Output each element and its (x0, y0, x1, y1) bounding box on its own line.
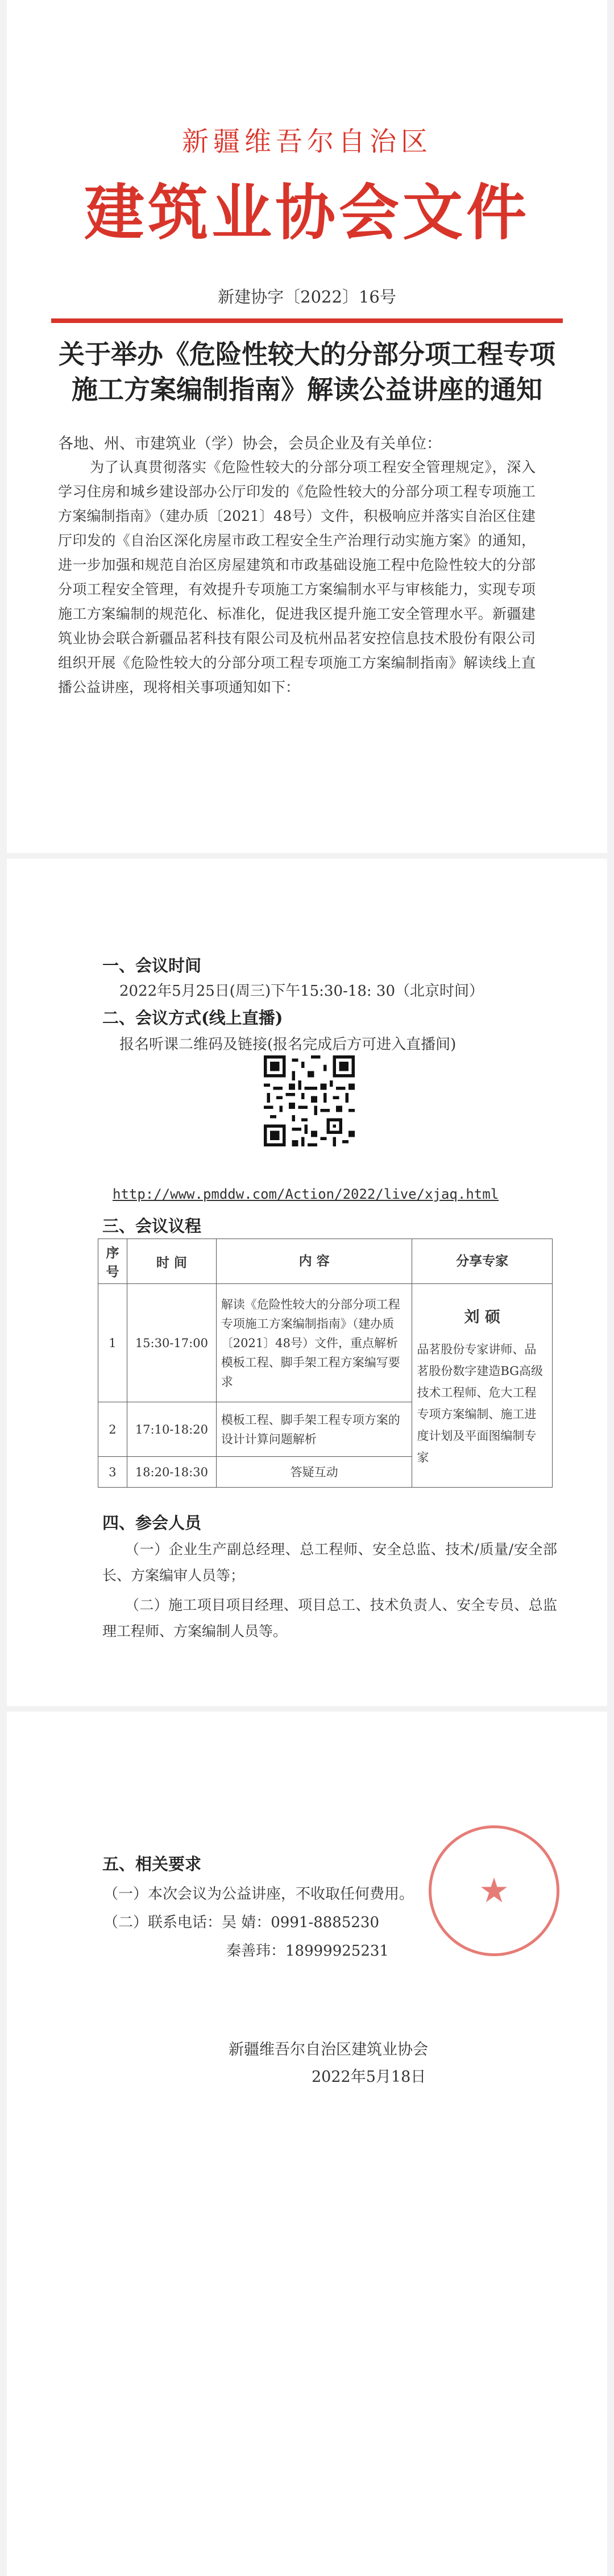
expert-name: 刘 硕 (464, 1308, 500, 1326)
section-4-heading: 四、参会人员 (102, 1513, 202, 1533)
requirement-1: （一）本次会议为公益讲座，不收取任何费用。 (103, 1886, 414, 1903)
registration-note: 报名听课二维码及链接(报名完成后方可进入直播间) (119, 1036, 457, 1053)
requirement-2-contact-2: 秦善玮：18999925231 (226, 1943, 389, 1960)
agenda-header-row (98, 1239, 553, 1284)
row-time: 17:10-18:20 (127, 1402, 216, 1457)
expert-bio: 品茗股份专家讲师、品茗股份数字建造BG高级技术工程师、危大工程专项方案编制、施工进度计划及平面图编制专家 (417, 1342, 543, 1464)
meeting-time: 2022年5月25日(周三)下午15:30-18: 30（北京时间） (119, 983, 484, 1000)
signature-date: 2022年5月18日 (312, 2068, 426, 2086)
section-3-heading: 三、会议议程 (102, 1216, 202, 1236)
row-time: 18:20-18:30 (127, 1457, 216, 1488)
requirement-2-contact: （二）联系电话：吴 婧：0991-8885230 (103, 1914, 380, 1931)
salutation: 各地、州、市建筑业（学）协会，会员企业及有关单位： (58, 435, 442, 453)
red-divider (51, 318, 563, 323)
document-title (41, 337, 573, 407)
qr-code-icon[interactable] (264, 1055, 355, 1146)
row-no: 3 (98, 1457, 127, 1488)
col-header-content: 内 容 (216, 1239, 412, 1284)
signature-organization: 新疆维吾尔自治区建筑业协会 (229, 2041, 428, 2059)
official-seal (429, 1825, 559, 1956)
row-time: 15:30-17:00 (127, 1284, 216, 1402)
document-page-3 (7, 1712, 607, 2576)
row-content: 答疑互动 (216, 1457, 412, 1488)
issuing-organization: 新疆维吾尔自治区 (182, 126, 432, 158)
row-no: 2 (98, 1402, 127, 1457)
agenda-table (98, 1239, 553, 1488)
document-page-1 (7, 0, 607, 853)
title-line-1: 关于举办《危险性较大的分部分项工程专项 (59, 339, 555, 370)
section-5-heading: 五、相关要求 (102, 1854, 202, 1874)
row-content: 模板工程、脚手架工程专项方案的设计计算问题解析 (216, 1402, 412, 1457)
row-no: 1 (98, 1284, 127, 1402)
col-header-time: 时 间 (127, 1239, 216, 1284)
col-header-expert: 分享专家 (412, 1239, 553, 1284)
table-row (98, 1284, 553, 1402)
document-number: 新建协字〔2022〕16号 (218, 287, 396, 307)
seal-star-icon: ★ (479, 1871, 509, 1911)
row-content: 解读《危险性较大的分部分项工程专项施工方案编制指南》（建办质〔2021〕48号）文件，重点解析模板工程、脚手架工程方案编写要求 (216, 1284, 412, 1402)
document-page-2 (7, 859, 607, 1706)
attendee-group-2: （二）施工项目项目经理、项目总工、技术负责人、安全专员、总监理工程师、方案编制人员等。 (102, 1597, 557, 1639)
col-header-no: 序号 (98, 1239, 127, 1284)
section-2-heading: 二、会议方式(线上直播) (102, 1008, 283, 1028)
body-paragraph: 为了认真贯彻落实《危险性较大的分部分项工程安全管理规定》，深入学习住房和城乡建设部办公厅印发的《危险性较大的分部分项工程专项施工方案编制指南》（建办质〔2021〕48号）文件，积极响应并落实自治区住建厅印发的《自治区深化房屋市政工程安全生产治理行动实施方案》的通知，进一步加强和规范自治区房屋建筑和市政基础设施工程中危险性较大的分部分项工程安全管理，有效提升专项施工方案编制水平与审核能力，实现专项施工方案编制的规范化、标准化，促进我区提升施工安全管理水平。新疆建筑业协会联合新疆品茗科技有限公司及杭州品茗安控信息技术股份有限公司组织开展《危险性较大的分部分项工程专项施工方案编制指南》解读线上直播公益讲座，现将相关事项通知如下： (58, 459, 536, 695)
registration-link[interactable]: http://www.pmddw.com/Action/2022/live/xjaq.html (113, 1186, 499, 1202)
document-header: 建筑业协会文件 (84, 177, 530, 248)
section-1-heading: 一、会议时间 (102, 956, 202, 975)
expert-cell (412, 1284, 553, 1488)
title-line-2: 施工方案编制指南》解读公益讲座的通知 (72, 374, 542, 405)
attendee-group-1: （一）企业生产副总经理、总工程师、安全总监、技术/质量/安全部长、方案编审人员等； (102, 1541, 557, 1584)
